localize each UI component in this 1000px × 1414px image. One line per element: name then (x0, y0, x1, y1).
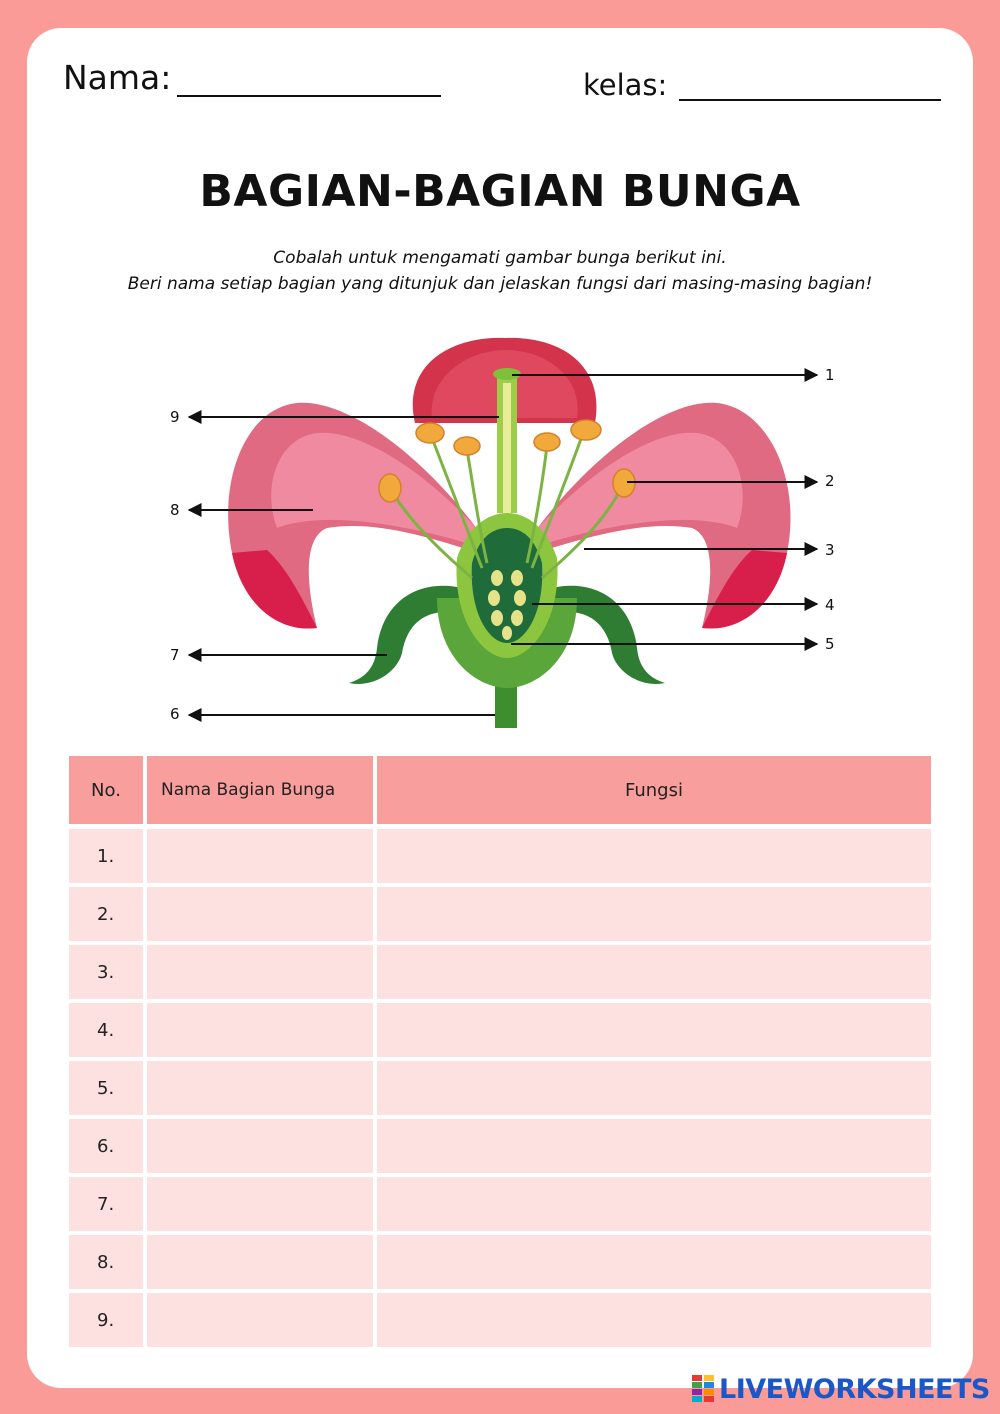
fungsi-answer-cell[interactable] (377, 1177, 931, 1231)
fungsi-answer-cell[interactable] (377, 1003, 931, 1057)
nama-answer-cell[interactable] (147, 945, 373, 999)
row-number: 8. (69, 1235, 143, 1289)
flower-diagram (27, 328, 973, 728)
nama-label: Nama: (63, 58, 172, 97)
liveworksheets-logo (692, 1372, 990, 1406)
header-fungsi: Fungsi (377, 756, 931, 824)
row-number: 3. (69, 945, 143, 999)
label-8: 8 (170, 501, 180, 519)
page-title: BAGIAN-BAGIAN BUNGA (199, 166, 801, 217)
fungsi-answer-cell[interactable] (377, 945, 931, 999)
nama-answer-cell[interactable] (147, 1119, 373, 1173)
fungsi-answer-cell[interactable] (377, 887, 931, 941)
label-4: 4 (825, 596, 835, 614)
table-row (69, 829, 931, 883)
table-row (69, 1003, 931, 1057)
label-5: 5 (825, 635, 835, 653)
row-number: 4. (69, 1003, 143, 1057)
label-2: 2 (825, 472, 835, 490)
header-no: No. (69, 756, 143, 824)
label-6: 6 (170, 705, 180, 723)
fungsi-answer-cell[interactable] (377, 1235, 931, 1289)
fungsi-answer-cell[interactable] (377, 1119, 931, 1173)
table-row (69, 945, 931, 999)
row-number: 1. (69, 829, 143, 883)
table-row (69, 1293, 931, 1347)
row-number: 7. (69, 1177, 143, 1231)
table-header-row (69, 756, 931, 824)
row-number: 2. (69, 887, 143, 941)
instruction-line-1: Cobalah untuk mengamati gambar bunga berikut ini. (273, 248, 727, 268)
row-number: 9. (69, 1293, 143, 1347)
nama-answer-cell[interactable] (147, 1003, 373, 1057)
row-number: 6. (69, 1119, 143, 1173)
nama-answer-cell[interactable] (147, 829, 373, 883)
fungsi-answer-cell[interactable] (377, 1061, 931, 1115)
row-number: 5. (69, 1061, 143, 1115)
fungsi-answer-cell[interactable] (377, 1293, 931, 1347)
nama-answer-cell[interactable] (147, 887, 373, 941)
label-3: 3 (825, 541, 835, 559)
table-row (69, 1235, 931, 1289)
nama-answer-cell[interactable] (147, 1061, 373, 1115)
nama-input-line[interactable] (177, 95, 441, 97)
kelas-label: kelas: (583, 68, 668, 102)
liveworksheets-logo-text: LIVEWORKSHEETS (719, 1373, 990, 1405)
label-1: 1 (825, 366, 835, 384)
nama-answer-cell[interactable] (147, 1177, 373, 1231)
label-7: 7 (170, 646, 180, 664)
table-row (69, 1119, 931, 1173)
nama-answer-cell[interactable] (147, 1293, 373, 1347)
table-row (69, 887, 931, 941)
label-9: 9 (170, 408, 180, 426)
flower-illustration (228, 338, 790, 728)
nama-answer-cell[interactable] (147, 1235, 373, 1289)
liveworksheets-logo-icon (692, 1375, 714, 1403)
fungsi-answer-cell[interactable] (377, 829, 931, 883)
table-row (69, 1061, 931, 1115)
header-nama: Nama Bagian Bunga (147, 756, 373, 824)
instruction-line-2: Beri nama setiap bagian yang ditunjuk dan jelaskan fungsi dari masing-masing bagian! (127, 274, 873, 294)
table-row (69, 1177, 931, 1231)
worksheet-page (27, 28, 973, 1388)
kelas-input-line[interactable] (679, 99, 941, 101)
